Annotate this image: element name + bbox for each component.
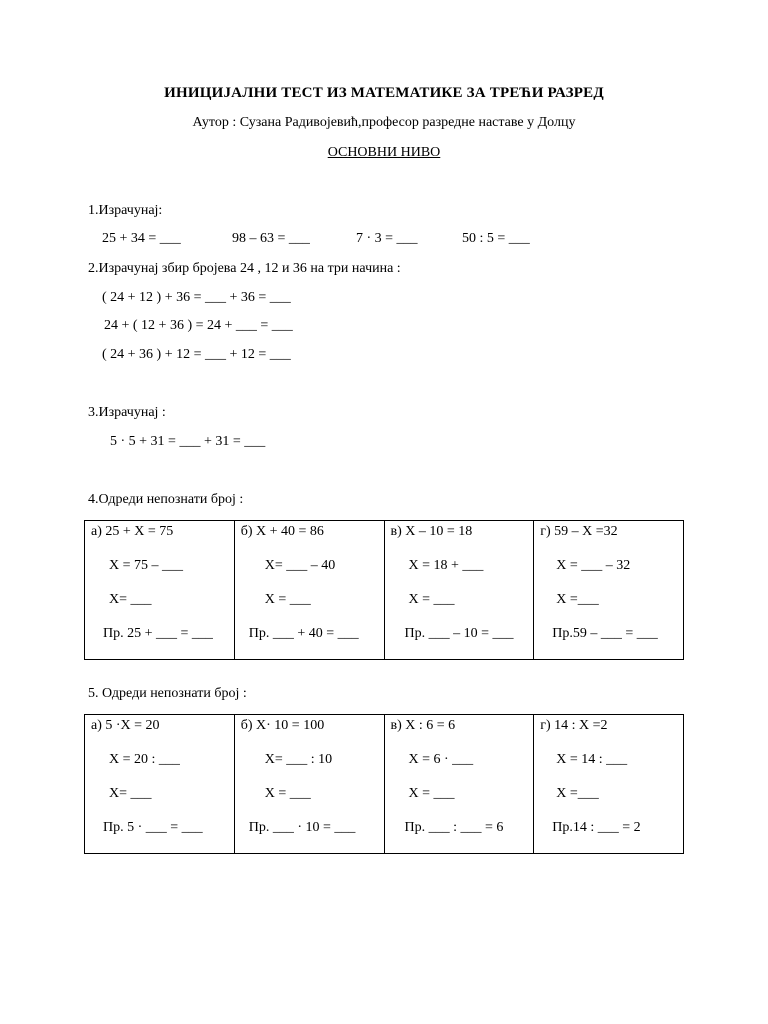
equation-check: Пр.59 – ___ = ___ bbox=[552, 626, 658, 641]
equation-check: Пр. ___ – 10 = ___ bbox=[404, 626, 514, 641]
equation: в) X : 6 = 6 bbox=[390, 718, 456, 733]
equation-result: X =___ bbox=[556, 786, 599, 801]
equation-step: X = 6 · ___ bbox=[408, 752, 474, 767]
task1-item: 25 + 34 = ___ bbox=[102, 231, 181, 246]
equation-step: X = 20 : ___ bbox=[109, 752, 180, 767]
equation-result: X = ___ bbox=[264, 786, 311, 801]
equation-step: X = ___ – 32 bbox=[556, 558, 631, 573]
equation-check: Пр.14 : ___ = 2 bbox=[552, 820, 641, 835]
equation-step: X = 75 – ___ bbox=[109, 558, 184, 573]
author-line: Аутор : Сузана Радивојевић,професор разредне наставе у Долцу bbox=[192, 115, 576, 130]
equation-result: X = ___ bbox=[408, 592, 455, 607]
equation: в) X – 10 = 18 bbox=[390, 524, 473, 539]
task1-item: 7 · 3 = ___ bbox=[356, 231, 418, 246]
task4-cell-d bbox=[534, 521, 684, 660]
equation-check: Пр. ___ · 10 = ___ bbox=[248, 820, 356, 835]
level-label: ОСНОВНИ НИВО bbox=[327, 145, 441, 160]
task1-item: 98 – 63 = ___ bbox=[232, 231, 310, 246]
task2-heading: 2.Израчунај збир бројева 24 , 12 и 36 на три начина : bbox=[88, 261, 401, 276]
equation-result: X= ___ bbox=[109, 592, 152, 607]
task5-cell-c bbox=[384, 715, 534, 854]
test-title: ИНИЦИЈАЛНИ ТЕСТ ИЗ МАТЕМАТИКЕ ЗА ТРЕЋИ РАЗРЕД bbox=[164, 85, 604, 101]
task1-heading: 1.Израчунај: bbox=[88, 203, 163, 218]
equation-result: X= ___ bbox=[109, 786, 152, 801]
equation: а) 5 ·X = 20 bbox=[91, 718, 160, 733]
equation: г) 14 : X =2 bbox=[540, 718, 608, 733]
equation: б) X + 40 = 86 bbox=[240, 524, 324, 539]
equation-result: X =___ bbox=[556, 592, 599, 607]
task5-table bbox=[84, 714, 684, 854]
task5-heading: 5. Одреди непознати број : bbox=[88, 686, 247, 701]
equation-step: X = 18 + ___ bbox=[408, 558, 484, 573]
task5-cell-a bbox=[85, 715, 235, 854]
equation-step: X= ___ : 10 bbox=[264, 752, 333, 767]
task5-cell-b bbox=[234, 715, 384, 854]
task3-line: 5 · 5 + 31 = ___ + 31 = ___ bbox=[110, 434, 266, 449]
task2-line: ( 24 + 12 ) + 36 = ___ + 36 = ___ bbox=[102, 290, 291, 305]
task4-table bbox=[84, 520, 684, 660]
task4-heading: 4.Одреди непознати број : bbox=[88, 492, 244, 507]
task5-cell-d bbox=[534, 715, 684, 854]
task4-cell-a bbox=[85, 521, 235, 660]
equation-step: X= ___ – 40 bbox=[264, 558, 336, 573]
task1-item: 50 : 5 = ___ bbox=[462, 231, 530, 246]
equation: а) 25 + X = 75 bbox=[91, 524, 174, 539]
equation-result: X = ___ bbox=[264, 592, 311, 607]
equation-check: Пр. 5 · ___ = ___ bbox=[103, 820, 203, 835]
task2-line: ( 24 + 36 ) + 12 = ___ + 12 = ___ bbox=[102, 347, 291, 362]
equation-check: Пр. ___ + 40 = ___ bbox=[248, 626, 359, 641]
equation-result: X = ___ bbox=[408, 786, 455, 801]
equation-check: Пр. ___ : ___ = 6 bbox=[404, 820, 504, 835]
task2-line: 24 + ( 12 + 36 ) = 24 + ___ = ___ bbox=[104, 318, 293, 333]
task4-cell-b bbox=[234, 521, 384, 660]
task3-heading: 3.Израчунај : bbox=[88, 405, 166, 420]
equation-check: Пр. 25 + ___ = ___ bbox=[103, 626, 213, 641]
equation-step: X = 14 : ___ bbox=[556, 752, 628, 767]
equation: б) X· 10 = 100 bbox=[240, 718, 325, 733]
task4-cell-c bbox=[384, 521, 534, 660]
equation: г) 59 – X =32 bbox=[540, 524, 618, 539]
